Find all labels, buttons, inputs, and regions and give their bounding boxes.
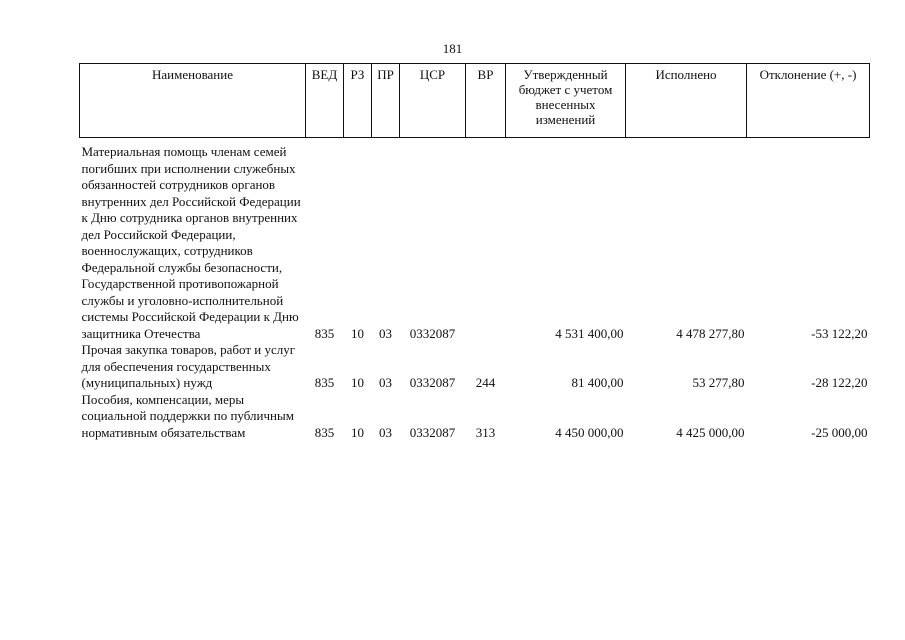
row-pr: 03: [379, 424, 392, 440]
header-pr: ПР: [372, 64, 400, 138]
row-name: Пособия, компенсации, меры социальной поддержки по публичным нормативным обязательствам: [81, 391, 294, 440]
row-csr: 0332087: [409, 375, 456, 390]
row-pr: 03: [379, 375, 392, 390]
row-vr: 244: [475, 375, 496, 390]
row-executed: 53 277,80: [692, 375, 745, 390]
row-rz: 10: [351, 424, 364, 440]
row-pr: 03: [379, 325, 392, 341]
row-ved: 835: [314, 375, 335, 390]
row-budget: 4 531 400,00: [555, 325, 624, 341]
header-rz: РЗ: [344, 64, 372, 138]
header-name: Наименование: [80, 64, 306, 138]
row-csr: 0332087: [409, 424, 456, 440]
row-csr: 0332087: [409, 325, 456, 341]
header-csr: ЦСР: [400, 64, 466, 138]
row-executed: 4 478 277,80: [676, 325, 745, 341]
header-ved: ВЕД: [306, 64, 344, 138]
header-deviation: Отклонение (+, -): [747, 64, 870, 138]
row-rz: 10: [351, 375, 364, 390]
row-rz: 10: [351, 325, 364, 341]
row-deviation: -28 122,20: [811, 375, 868, 390]
row-name: Прочая закупка товаров, работ и услуг для обеспечения государственных (муниципальных) нужд: [81, 342, 296, 390]
table-row: [80, 392, 870, 442]
budget-execution-table: [79, 63, 870, 441]
row-deviation: -25 000,00: [811, 424, 868, 440]
table-row: [80, 342, 870, 392]
row-name: Материальная помощь членам семей погибших при исполнении служебных обязанностей сотрудников органов внутренних дел Российской Федерации к Дню сотрудника органов внутренних дел Российской Федерации, военнослужащих, сотрудников Федеральной службы безопасности, Государственной противопожарной службы и уголовно-исполнительной системы Российской Федерации к Дню защитника Отечества: [81, 144, 301, 341]
row-budget: 81 400,00: [571, 375, 624, 390]
row-ved: 835: [314, 325, 335, 341]
row-vr: 313: [475, 424, 496, 440]
table-header-row: [80, 64, 870, 138]
table-row: [80, 138, 870, 343]
row-vr: [466, 138, 506, 343]
page-number: 181: [442, 41, 463, 56]
row-budget: 4 450 000,00: [555, 424, 624, 440]
header-budget: Утвержденный бюджет с учетом внесенных изменений: [506, 64, 626, 138]
header-executed: Исполнено: [626, 64, 747, 138]
row-executed: 4 425 000,00: [676, 424, 745, 440]
header-vr: ВР: [466, 64, 506, 138]
row-deviation: -53 122,20: [811, 325, 868, 341]
row-ved: 835: [314, 424, 335, 440]
